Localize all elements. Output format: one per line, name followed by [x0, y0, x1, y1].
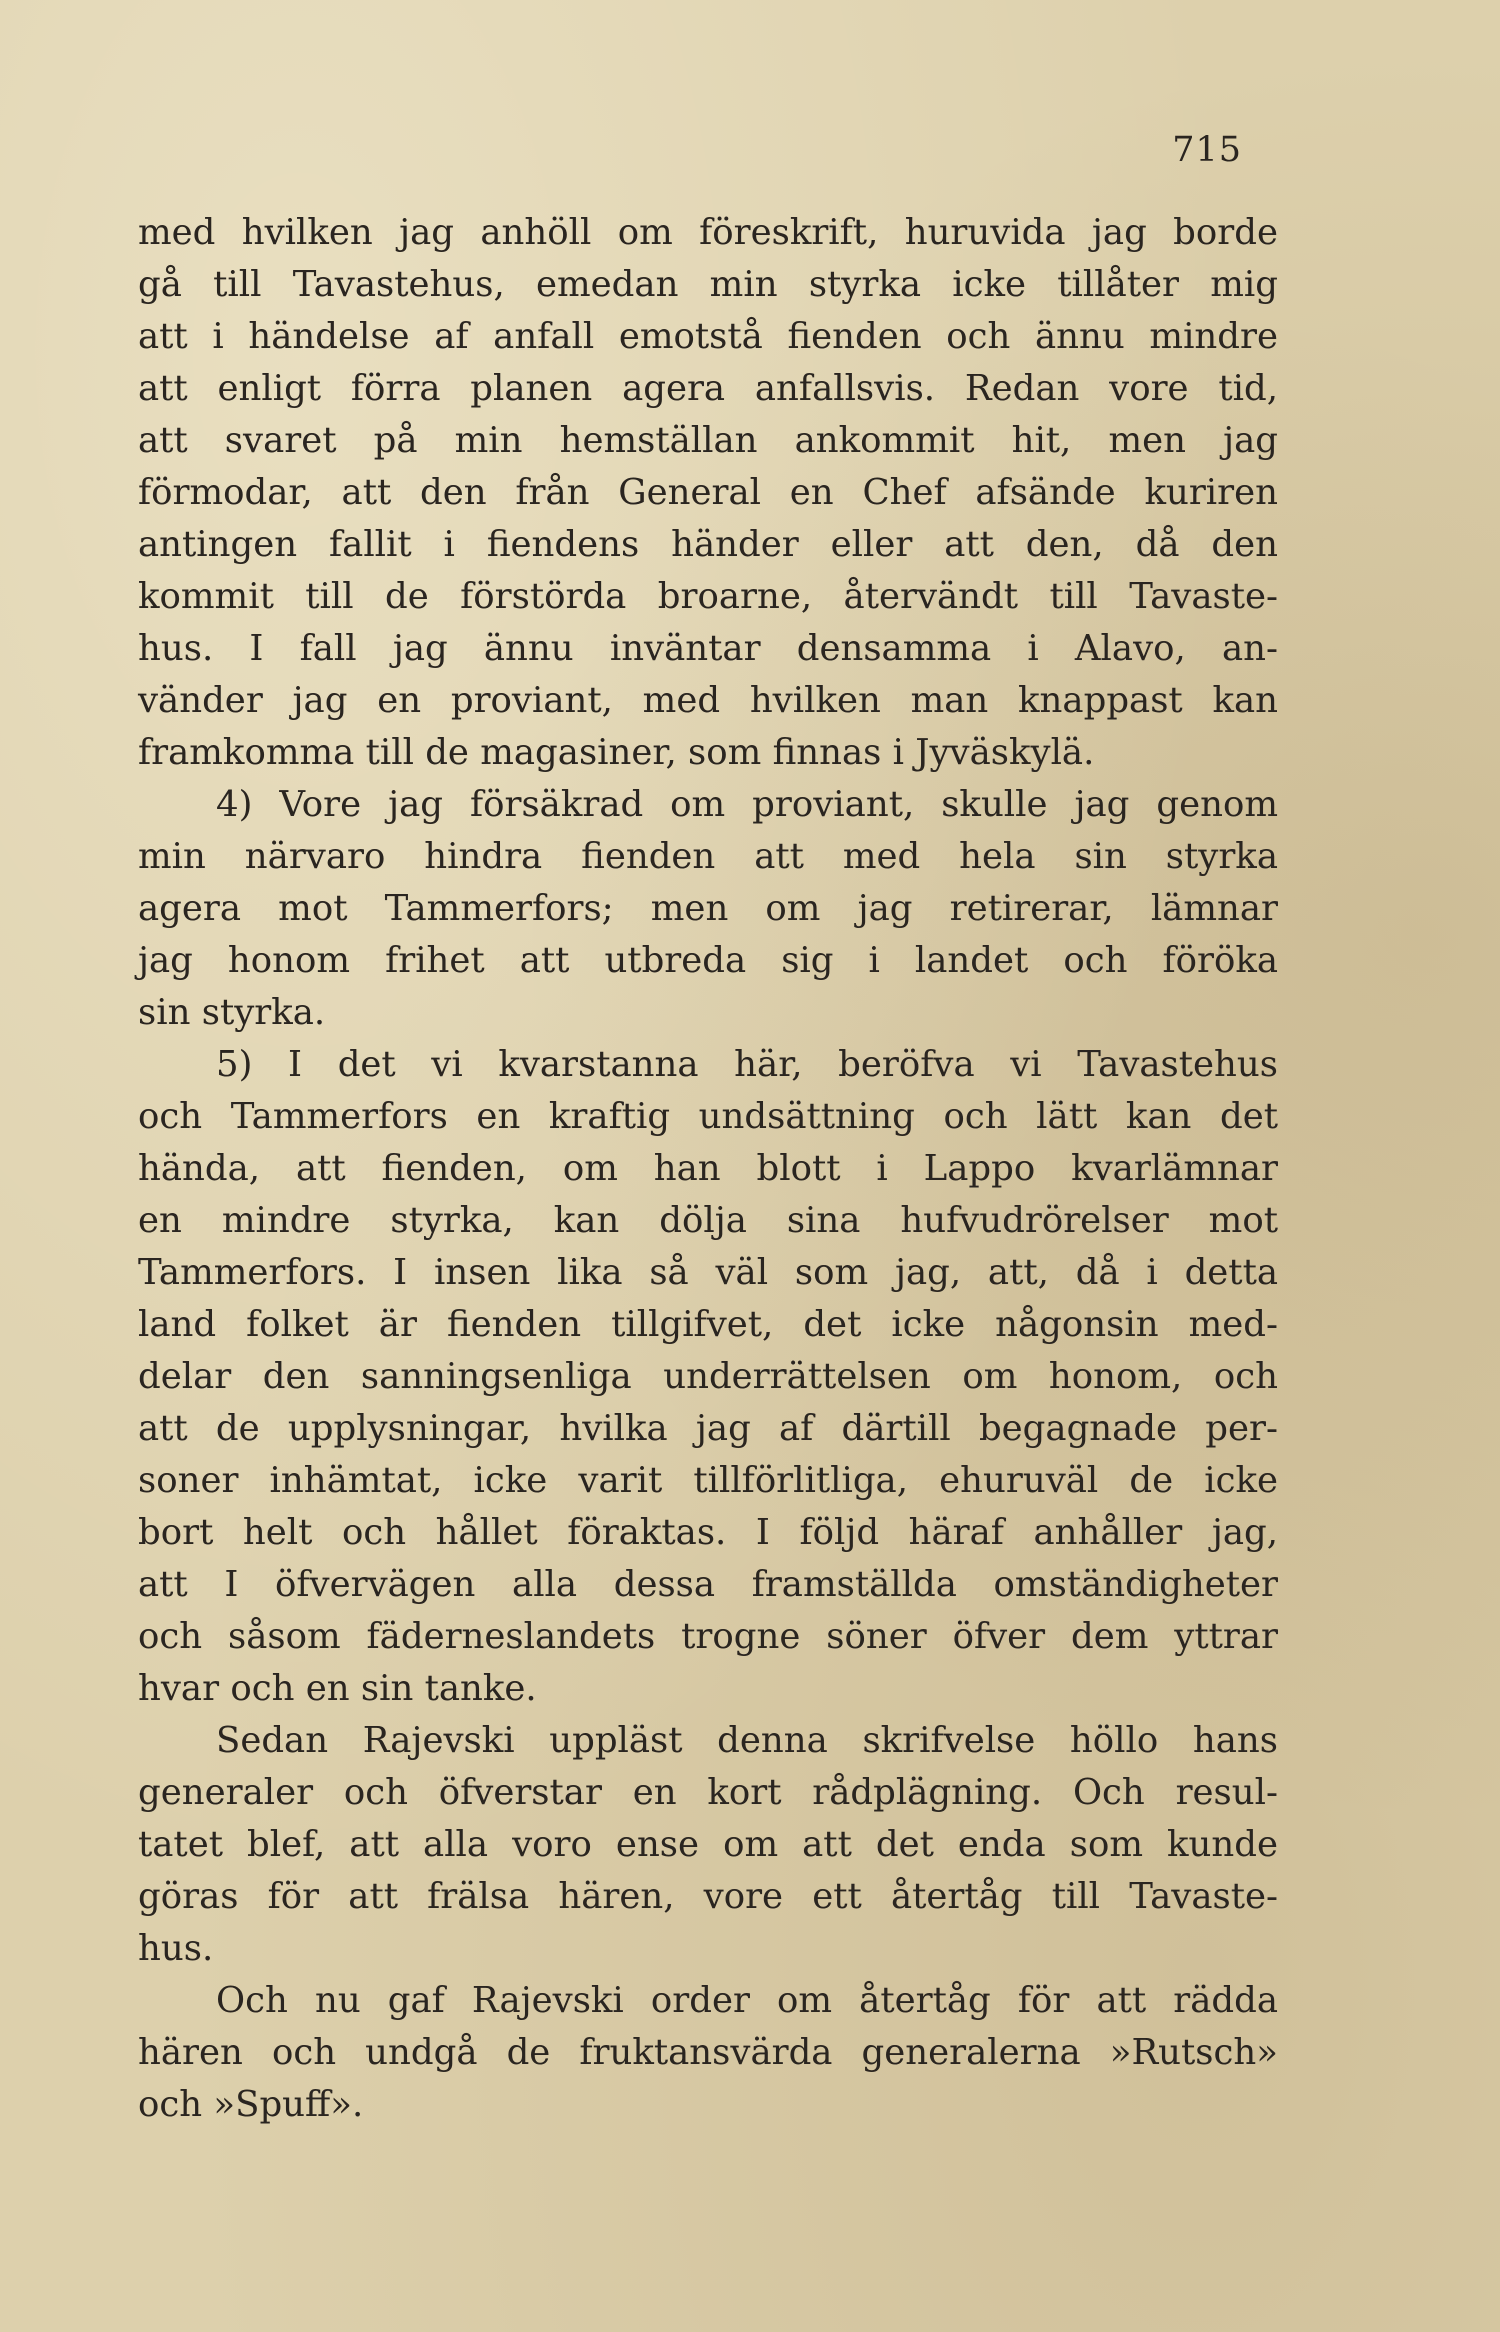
- text-line: Och nu gaf Rajevski order om återtåg för att rädda: [216, 1980, 1278, 2021]
- text-line: antingen fallit i fiendens händer eller att den, då den: [138, 524, 1278, 565]
- text-line: delar den sanningsenliga underrättelsen om honom, och: [138, 1356, 1278, 1397]
- text-line: förmodar, att den från General en Chef afsände kuriren: [138, 472, 1278, 513]
- text-line: agera mot Tammerfors; men om jag retirerar, lämnar: [138, 888, 1278, 929]
- text-line: soner inhämtat, icke varit tillförlitliga, ehuruväl de icke: [138, 1460, 1278, 1501]
- text-line: 5) I det vi kvarstanna här, beröfva vi Tavastehus: [216, 1044, 1278, 1085]
- text-line: min närvaro hindra fienden att med hela sin styrka: [138, 836, 1278, 877]
- text-line: gå till Tavastehus, emedan min styrka icke tillåter mig: [138, 264, 1278, 305]
- text-line: att enligt förra planen agera anfallsvis. Redan vore tid,: [138, 368, 1278, 409]
- text-line: hus.: [138, 1928, 214, 1969]
- page-number: 715: [1172, 130, 1242, 170]
- text-line: generaler och öfverstar en kort rådplägning. Och resul-: [138, 1772, 1278, 1813]
- text-line: göras för att frälsa hären, vore ett återtåg till Tavaste-: [138, 1876, 1278, 1917]
- text-line: jag honom frihet att utbreda sig i landet och föröka: [138, 940, 1278, 981]
- text-line: att svaret på min hemställan ankommit hit, men jag: [138, 420, 1278, 461]
- body-text: [138, 207, 1278, 2131]
- text-line: Tammerfors. I insen lika så väl som jag, att, då i detta: [138, 1252, 1278, 1293]
- text-line: och såsom fäderneslandets trogne söner öfver dem yttrar: [138, 1616, 1278, 1657]
- text-line: och »Spuff».: [138, 2084, 364, 2125]
- text-line: en mindre styrka, kan dölja sina hufvudrörelser mot: [138, 1200, 1278, 1241]
- text-line: att i händelse af anfall emotstå fienden och ännu mindre: [138, 316, 1278, 357]
- text-line: sin styrka.: [138, 992, 326, 1033]
- text-line: hären och undgå de fruktansvärda generalerna »Rutsch»: [138, 2032, 1278, 2073]
- text-line: tatet blef, att alla voro ense om att det enda som kunde: [138, 1824, 1278, 1865]
- text-line: att I öfvervägen alla dessa framställda omständigheter: [138, 1564, 1278, 1605]
- text-line: hvar och en sin tanke.: [138, 1668, 537, 1709]
- text-line: Sedan Rajevski uppläst denna skrifvelse höllo hans: [216, 1720, 1278, 1761]
- text-line: framkomma till de magasiner, som finnas i Jyväskylä.: [138, 732, 1095, 773]
- text-line: hända, att fienden, om han blott i Lappo kvarlämnar: [138, 1148, 1278, 1189]
- text-line: och Tammerfors en kraftig undsättning och lätt kan det: [138, 1096, 1278, 1137]
- text-line: vänder jag en proviant, med hvilken man knappast kan: [138, 680, 1278, 721]
- text-line: med hvilken jag anhöll om föreskrift, huruvida jag borde: [138, 212, 1278, 253]
- text-line: bort helt och hållet föraktas. I följd häraf anhåller jag,: [138, 1512, 1278, 1553]
- text-line: kommit till de förstörda broarne, återvändt till Tavaste-: [138, 576, 1278, 617]
- text-line: 4) Vore jag försäkrad om proviant, skulle jag genom: [216, 784, 1278, 825]
- text-line: land folket är fienden tillgifvet, det icke någonsin med-: [138, 1304, 1278, 1345]
- text-line: att de upplysningar, hvilka jag af därtill begagnade per-: [138, 1408, 1278, 1449]
- text-line: hus. I fall jag ännu inväntar densamma i Alavo, an-: [138, 628, 1278, 669]
